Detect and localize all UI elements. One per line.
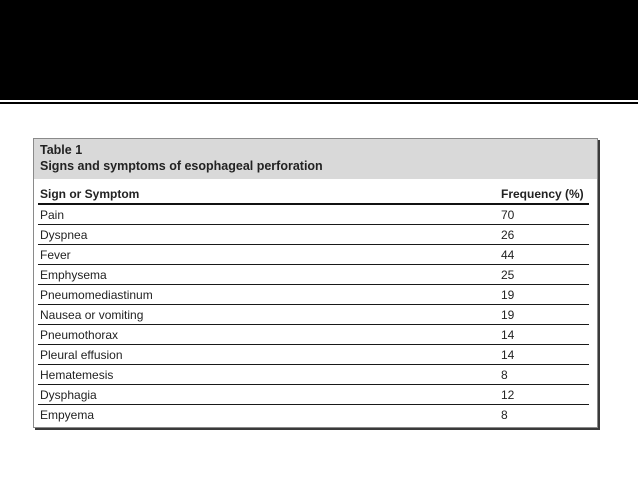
symptom-table <box>33 138 598 428</box>
cell-frequency: 25 <box>501 268 515 282</box>
cell-frequency: 26 <box>501 228 515 242</box>
header-symptom: Sign or Symptom <box>40 187 140 201</box>
top-banner <box>0 0 638 100</box>
cell-frequency: 70 <box>501 208 515 222</box>
cell-frequency: 8 <box>501 368 508 382</box>
table-body <box>38 205 589 425</box>
table-row <box>38 305 589 325</box>
cell-symptom: Pain <box>40 208 65 222</box>
banner-divider-lower <box>0 102 638 104</box>
table-title: Signs and symptoms of esophageal perforation <box>40 159 323 173</box>
table-row <box>38 325 589 345</box>
cell-symptom: Dysphagia <box>40 388 97 402</box>
table-row <box>38 365 589 385</box>
cell-symptom: Pleural effusion <box>40 348 123 362</box>
cell-frequency: 44 <box>501 248 515 262</box>
table-row <box>38 385 589 405</box>
cell-frequency: 12 <box>501 388 515 402</box>
cell-frequency: 14 <box>501 328 515 342</box>
cell-symptom: Empyema <box>40 408 95 422</box>
table-row <box>38 245 589 265</box>
cell-symptom: Pneumothorax <box>40 328 119 342</box>
cell-frequency: 8 <box>501 408 508 422</box>
table-row <box>38 225 589 245</box>
cell-symptom: Hematemesis <box>40 368 114 382</box>
cell-symptom: Emphysema <box>40 268 107 282</box>
table-row <box>38 285 589 305</box>
table-row <box>38 345 589 365</box>
table-row <box>38 265 589 285</box>
cell-symptom: Fever <box>40 248 71 262</box>
header-frequency: Frequency (%) <box>501 187 584 201</box>
cell-frequency: 19 <box>501 308 515 322</box>
cell-symptom: Dyspnea <box>40 228 88 242</box>
table-row <box>38 205 589 225</box>
table-caption <box>34 139 597 179</box>
cell-symptom: Nausea or vomiting <box>40 308 144 322</box>
cell-frequency: 14 <box>501 348 515 362</box>
cell-symptom: Pneumomediastinum <box>40 288 153 302</box>
table-row <box>38 405 589 425</box>
table-header-row <box>38 185 589 205</box>
cell-frequency: 19 <box>501 288 515 302</box>
table-label: Table 1 <box>40 143 83 157</box>
